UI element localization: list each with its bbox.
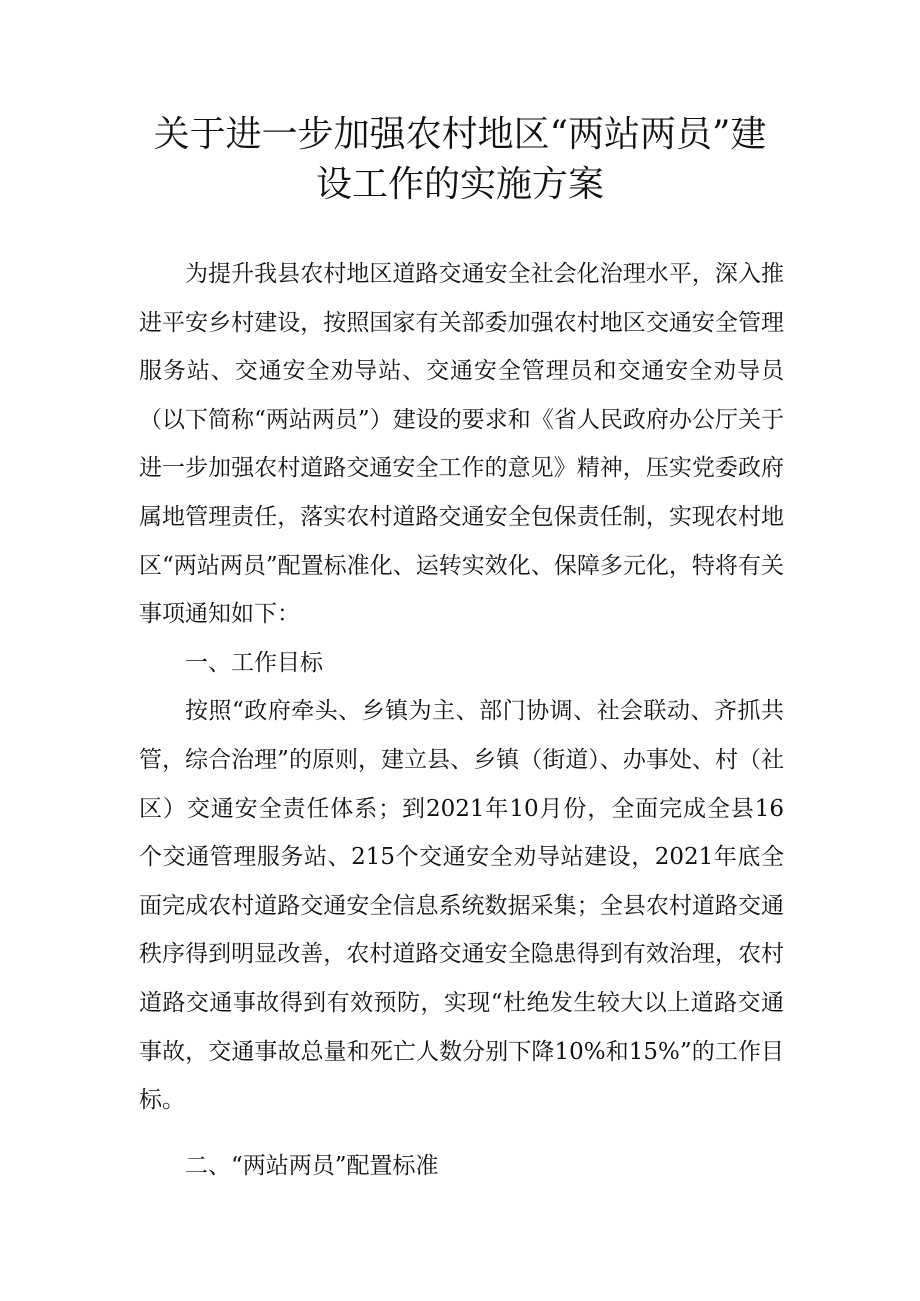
goals-paragraph: 按照“政府牵头、乡镇为主、部门协调、社会联动、齐抓共管，综合治理”的原则，建立县、乡镇（街道）、办事处、村（社区）交通安全责任体系；到2021年10月份，全面完成全县16个交通管理服务站、215个交通安全劝导站建设，2021年底全面完成农村道路交通安全信息系统数据采集；全县农村道路交通秩序得到明显改善，农村道路交通安全隐患得到有效治理，农村道路交通事故得到有效预防，实现“杜绝发生较大以上道路交通事故，交通事故总量和死亡人数分别下降10%和15%”的工作目标。 xyxy=(139,698,784,1114)
section-heading-goals: 一、工作目标 xyxy=(185,649,323,676)
document-title xyxy=(120,110,800,210)
title-line-2: 设工作的实施方案 xyxy=(315,164,604,205)
section-heading-standards: 二、“两站两员”配置标准 xyxy=(185,1152,439,1179)
document-body xyxy=(139,250,784,1190)
intro-paragraph: 为提升我县农村地区道路交通安全社会化治理水平，深入推进平安乡村建设，按照国家有关部委加强农村地区交通安全管理服务站、交通安全劝导站、交通安全管理员和交通安全劝导员（以下简称“两站两员”）建设的要求和《省人民政府办公厅关于进一步加强农村道路交通安全工作的意见》精神，压实党委政府属地管理责任，落实农村道路交通安全包保责任制，实现农村地区“两站两员”配置标准化、运转实效化、保障多元化，特将有关事项通知如下： xyxy=(139,261,784,628)
title-line-1: 关于进一步加强农村地区“两站两员”建 xyxy=(153,114,767,155)
